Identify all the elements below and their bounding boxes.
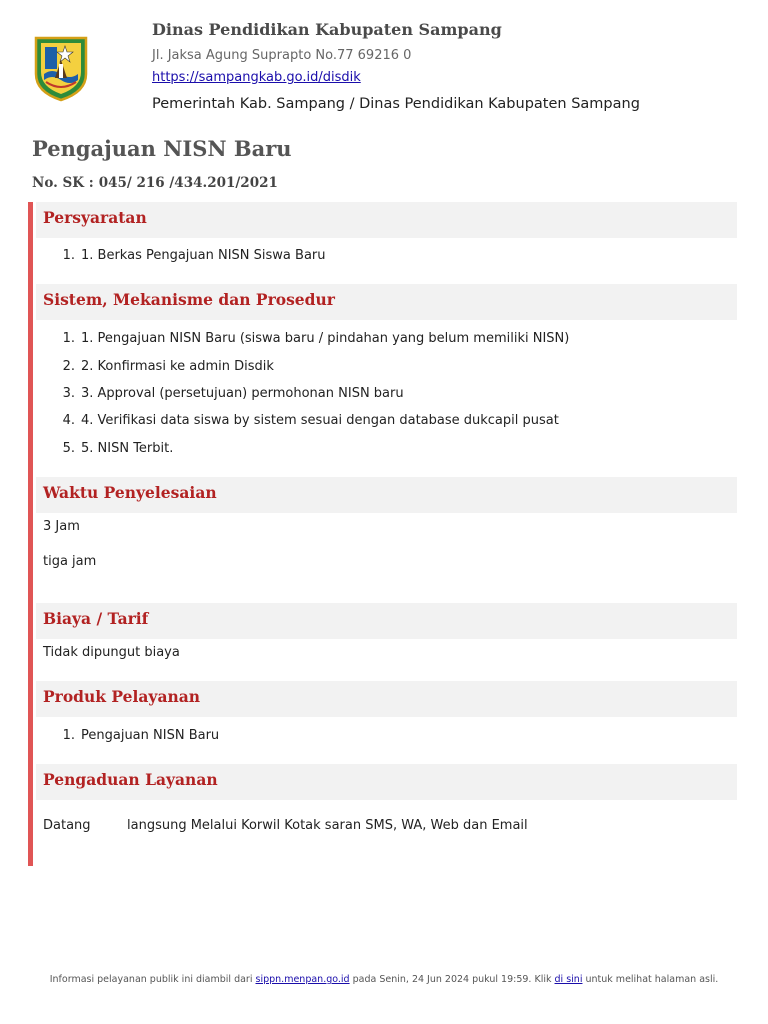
list-number: 5. [62, 441, 75, 456]
list-item-text: 2. Konfirmasi ke admin Disdik [81, 359, 274, 374]
source-link[interactable]: sippn.menpan.go.id [255, 974, 350, 985]
organization-name: Dinas Pendidikan Kabupaten Sampang [152, 20, 502, 39]
sk-number [32, 175, 283, 191]
list-item-text: 4. Verifikasi data siswa by sistem sesuai dengan database dukcapil pusat [81, 413, 559, 428]
page-title: Pengajuan NISN Baru [32, 136, 292, 161]
organization-address: Jl. Jaksa Agung Suprapto No.77 69216 0 [152, 48, 412, 63]
section-heading-biaya: Biaya / Tarif [36, 603, 737, 639]
list-number: 1. [62, 728, 75, 743]
list-item-text: 5. NISN Terbit. [81, 441, 174, 456]
sk-value: 045/ 216 /434.201/2021 [98, 175, 278, 191]
sk-label: No. SK : [32, 175, 94, 191]
service-details [28, 202, 737, 866]
list-item-text: 1. Pengajuan NISN Baru (siswa baru / pindahan yang belum memiliki NISN) [81, 331, 570, 346]
complaint-text: langsung Melalui Korwil Kotak saran SMS, WA, Web dan Email [127, 818, 528, 833]
footer-middle: pada Senin, 24 Jun 2024 pukul 19:59. Klik [352, 974, 552, 985]
breadcrumb: Pemerintah Kab. Sampang / Dinas Pendidikan Kabupaten Sampang [152, 96, 640, 112]
list-number: 1. [62, 248, 75, 263]
page-footer [0, 974, 768, 985]
complaint-label: Datang [43, 818, 91, 833]
duration-text: 3 Jam [43, 519, 80, 534]
organization-website-link[interactable]: https://sampangkab.go.id/disdik [152, 70, 361, 85]
duration-words: tiga jam [43, 554, 97, 569]
list-item-text: Pengajuan NISN Baru [81, 728, 220, 743]
list-number: 4. [62, 413, 75, 428]
page-header [0, 0, 768, 130]
list-number: 3. [62, 386, 75, 401]
section-heading-produk: Produk Pelayanan [36, 681, 737, 717]
footer-suffix: untuk melihat halaman asli. [585, 974, 719, 985]
list-item-text: 3. Approval (persetujuan) permohonan NISN baru [81, 386, 404, 401]
list-item-text: 1. Berkas Pengajuan NISN Siswa Baru [81, 248, 326, 263]
list-number: 1. [62, 331, 75, 346]
section-heading-pengaduan: Pengaduan Layanan [36, 764, 737, 800]
section-heading-persyaratan: Persyaratan [36, 202, 737, 238]
footer-prefix: Informasi pelayanan publik ini diambil dari [49, 974, 253, 985]
fee-text: Tidak dipungut biaya [43, 645, 180, 660]
section-heading-prosedur: Sistem, Mekanisme dan Prosedur [36, 284, 737, 320]
section-heading-waktu: Waktu Penyelesaian [36, 477, 737, 513]
original-page-link[interactable]: di sini [554, 974, 583, 985]
list-number: 2. [62, 359, 75, 374]
regency-coat-of-arms-icon [32, 34, 90, 102]
